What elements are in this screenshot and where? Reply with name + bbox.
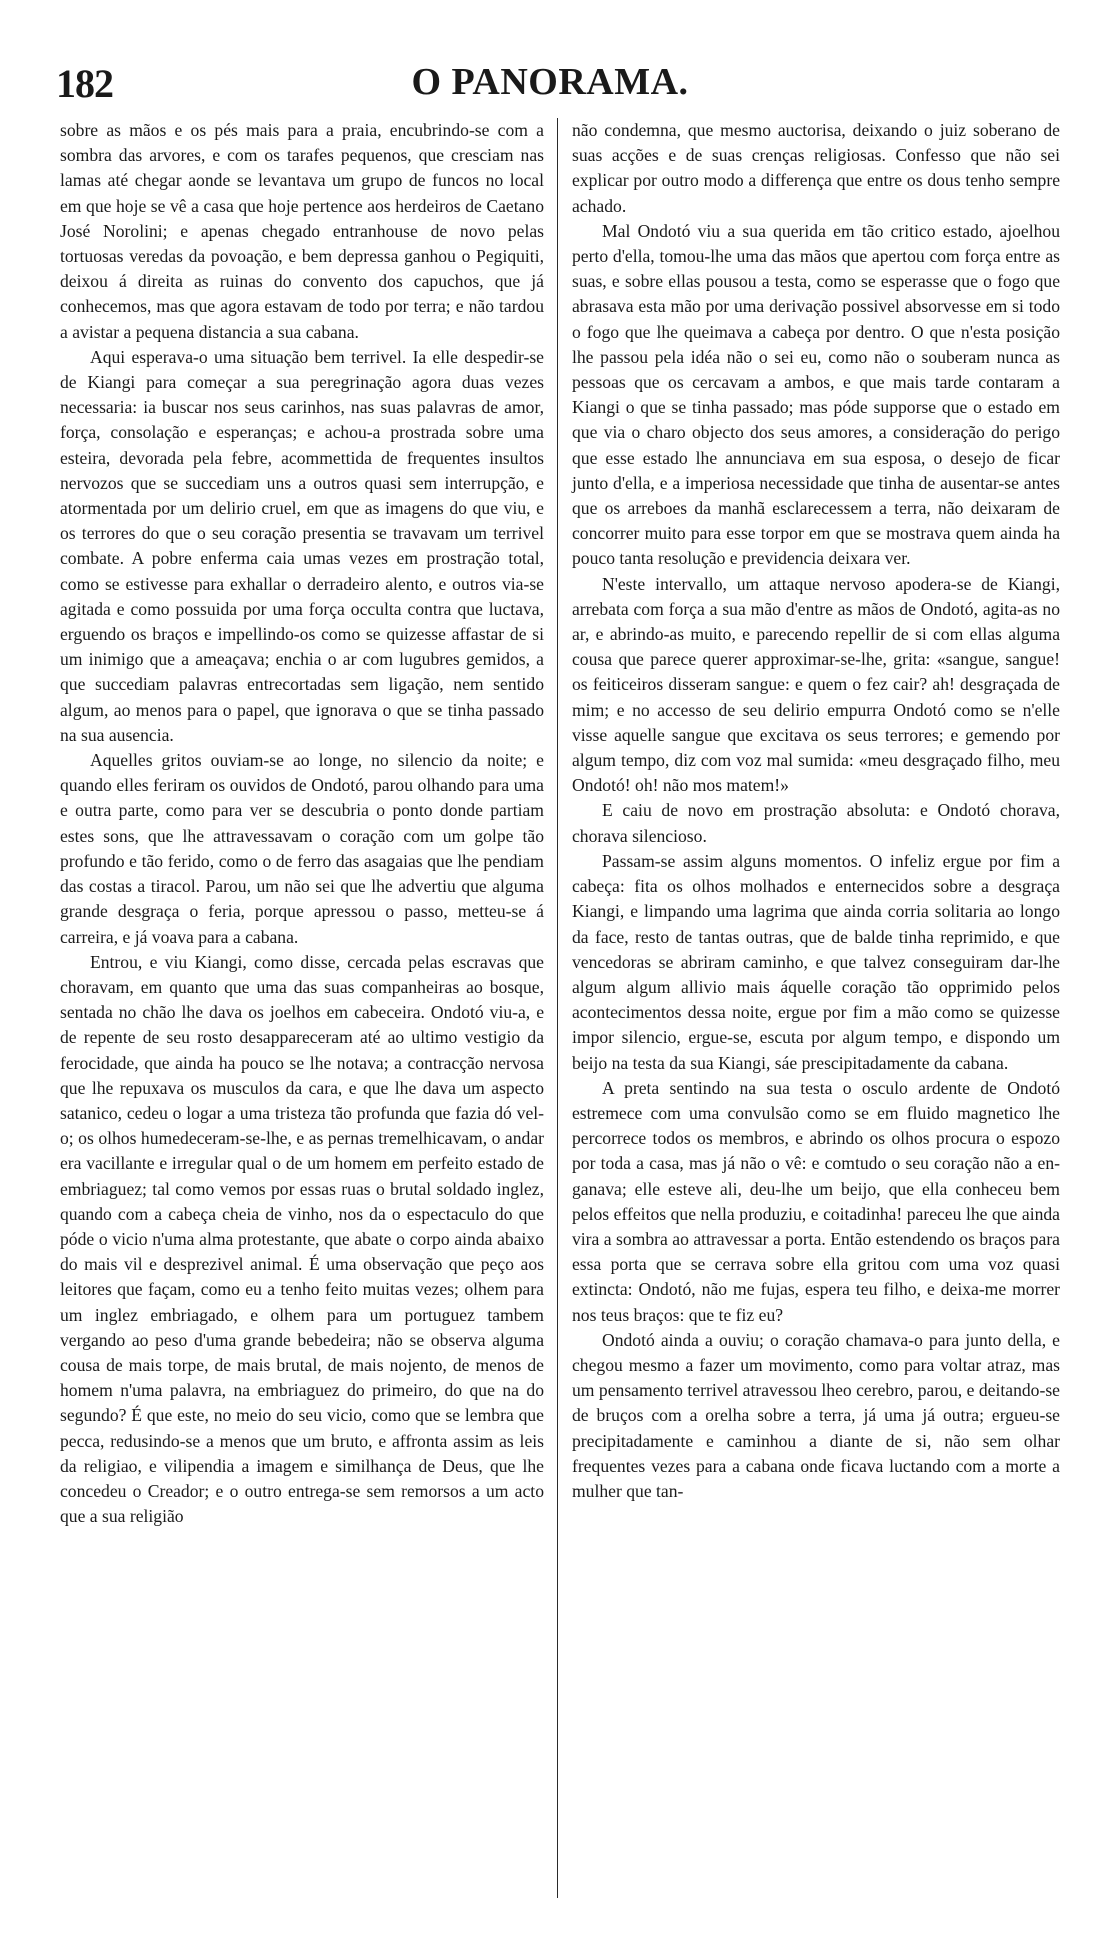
paragraph: não condemna, que mesmo auctorisa, deixando o juiz soberano de suas acções e de suas crenças religiosas. Confesso que não sei explicar por outro modo a differença que entre os dous tenho sempre achado.	[572, 120, 1060, 216]
paragraph: Passam-se assim alguns momentos. O infeliz ergue por fim a cabeça: fita os olhos molhados e enternecidos sobre a desgraça Kiangi, e limpando uma lagrima que ainda corria solitaria ao longo da face, resto de tantas outras, que de balde tinha reprimido, e que vencedoras se abriram caminho, e que talvez conseguiram dar-lhe algum algum allivio mais áquelle coração tão opprimido pelos acontecimentos dessa noite, ergue por fim a mão como se quizesse impor silencio, ergue-se, escuta por algum tempo, e dispondo um beijo na testa da sua Kiangi, sáe prescipitadamente da cabana.	[572, 850, 1060, 1073]
paragraph: N'este intervallo, um attaque nervoso apodera-se de Kiangi, arrebata com força a sua mão d'entre as mãos de Ondotó, agita-as no ar, e abrindo-as muito, e parecendo repellir de si com ellas alguma cousa que parece querer approximar-se-lhe, grita: «sangue, sangue! os feiticeiros disseram sangue: e quem o fez cair? ah! desgraçada de mim; e no accesso de seu delirio empurra Ondotó como se n'elle visse aquelle sangue que excitava os seus terrores; e gemendo por algum tempo, diz com voz mal sumida: «meu desgraçado filho, meu Ondotó! oh! não mos matem!»	[572, 573, 1060, 796]
paragraph: Mal Ondotó viu a sua querida em tão critico estado, ajoelhou perto d'ella, tomou-lhe uma das mãos que apertou com força entre as suas, e sobre ellas pousou a testa, como se esperasse que o fogo que abrasava esta mão por uma derivação possivel absorvesse em si todo o fogo que lhe queimava a cabeça por dentro. O que n'esta posição lhe passou pela idéa não o sei eu, como não o souberam nunca as pessoas que os cercavam a ambos, e que mais tarde contaram a Kiangi o que se tinha passado; mas póde supporse que o estado em que via o charo objecto dos seus amores, a consideração do perigo que esse estado lhe annunciava em sua esposa, o desejo de ficar junto d'ella, e a imperiosa necessidade que tinha de ausentar-se antes que os arreboes da manhã esclarecessem a terra, não deixaram de concorrer muito para esse torpor em que se mostrava quem ainda ha pouco tanta resolução e previdencia deixara ver.	[572, 220, 1060, 569]
paragraph: Aqui esperava-o uma situação bem terrivel. Ia elle despedir-se de Kiangi para começar a sua peregrinação agora duas vezes necessaria: ia buscar nos seus carinhos, nas suas palavras de amor, força, consolação e esperanças; e achou-a prostrada sobre uma esteira, devorada pela febre, acommettida de frequentes insultos nervozos que se succediam uns a outros quasi sem interrupção, e atormentada por um delirio cruel, em que as imagens do que viu, e os terrores do que o seu coração presentia se travavam um terrivel combate. A pobre enferma caia umas vezes em prostração total, como se estivesse para exhallar o derradeiro alento, e outros via-se agitada e como possuida por uma força occulta contra que luctava, erguendo os braços e impellindo-os como se quizesse affastar de si um inimigo que a ameaçava; enchia o ar com lugubres gemidos, a que succediam palavras entrecortadas sem ligação, nem sentido algum, ao menos para o papel, que ignorava o que se tinha passado na sua ausencia.	[60, 346, 544, 745]
journal-title: O PANORAMA.	[411, 61, 689, 103]
paragraph: sobre as mãos e os pés mais para a praia, encubrindo-se com a sombra das arvores, e com os tarafes pequenos, que cresciam nas lamas até chegar aonde se levantava um grupo de funcos no local em que hoje se vê a casa que hoje pertence aos herdeiros de Caetano José Norolini; e apenas chegado entranhouse de novo pelas tortuosas veredas da povoação, e bem depressa ganhou o Pegiquiti, deixou á direita as ruinas do convento dos capuchos, que já conhecemos, mas que agora estavam de todo por terra; e não tardou a avistar a pequena distancia a sua cabana.	[60, 120, 544, 342]
left-column	[60, 118, 544, 1529]
paragraph: Aquelles gritos ouviam-se ao longe, no silencio da noite; e quando elles feriram os ouvidos de Ondotó, parou olhando para uma e outra parte, como para ver se descubria o ponto donde partiam estes sons, que lhe attravessavam o coração com um golpe tão profundo e tão ferido, como o de ferro das asagaias que lhe pendiam das costas a tiracol. Parou, um não sei que lhe advertiu que alguma grande desgraça o feria, porque apressou o passo, metteu-se á carreira, e já voava para a cabana.	[60, 750, 544, 947]
paragraph: A preta sentindo na sua testa o osculo ardente de Ondotó estremece com uma convulsão como se em fluido magnetico lhe percorrece todos os membros, e abrindo os olhos procura o espozo por toda a casa, mas já não o vê: e comtudo o seu coração não a enganava; elle esteve ali, deu-lhe um beijo, que ella conheceu bem pelos effeitos que nella produziu, e coitadinha! pareceu lhe que ainda vira a sombra ao attravessar a porta. Então estendendo os braços para essa porta que se cerrava sobre ella gritou com uma voz quasi extincta: Ondotó, não me fujas, espera teu filho, e deixa-me morrer nos teus braços: que te fiz eu?	[572, 1077, 1060, 1325]
page-number: 182	[56, 61, 113, 106]
right-column	[572, 118, 1060, 1504]
paragraph: Ondotó ainda a ouviu; o coração chamava-o para junto della, e chegou mesmo a fazer um movimento, como para voltar atraz, mas um pensamento terrivel atravessou lheo cerebro, parou, e deitando-se de bruços com a orelha sobre a terra, já uma já outra; ergueu-se precipitadamente e caminhou a diante de si, não sem olhar frequentes vezes para a cabana onde ficava luctando com a morte a mulher que tan-	[572, 1329, 1060, 1501]
paragraph: Entrou, e viu Kiangi, como disse, cercada pelas escravas que choravam, em quanto que uma das suas companheiras ao bosque, sentada no chão lhe dava os joelhos em cabeceira. Ondotó viu-a, e de repente de seu rosto desappareceram até ao ultimo vestigio da ferocidade, que ainda ha pouco se lhe notava; a contracção nervosa que lhe repuxava os musculos da cara, e que lhe dava um aspecto satanico, cedeu o logar a uma tristeza tão profunda que fazia dó vel-o; os olhos humedeceram-se-lhe, e as pernas tremelhicavam, o andar era vacillante e irregular qual o de um homem em perfeito estado de embriaguez; tal como vemos por essas ruas o brutal soldado inglez, quando com a cabeça cheia de vinho, nos da o espectaculo do que póde o vicio n'uma alma protestante, que abate o corpo ainda abaixo do mais vil e desprezivel animal. É uma observação que peço aos leitores que façam, como eu a tenho feito muitas vezes; olhem para um inglez embriagado, e olhem para um portuguez tambem vergando ao peso d'uma grande bebedeira; não se observa alguma cousa de mais torpe, de mais brutal, de mais nojento, de menos de homem n'uma palavra, na embriaguez do primeiro, do que na do segundo? É que este, no meio do seu vicio, como que se lembra que pecca, redusindo-se a menos que um bruto, e affronta assim as leis da religiao, e vilipendia a imagem e similhança de Deus, que lhe concedeu o Creador; e o outro entrega-se sem remorsos a um acto que a sua religião	[60, 951, 544, 1527]
paragraph: E caiu de novo em prostração absoluta: e Ondotó chorava, chorava silencioso.	[572, 800, 1060, 846]
column-divider	[557, 118, 558, 1898]
